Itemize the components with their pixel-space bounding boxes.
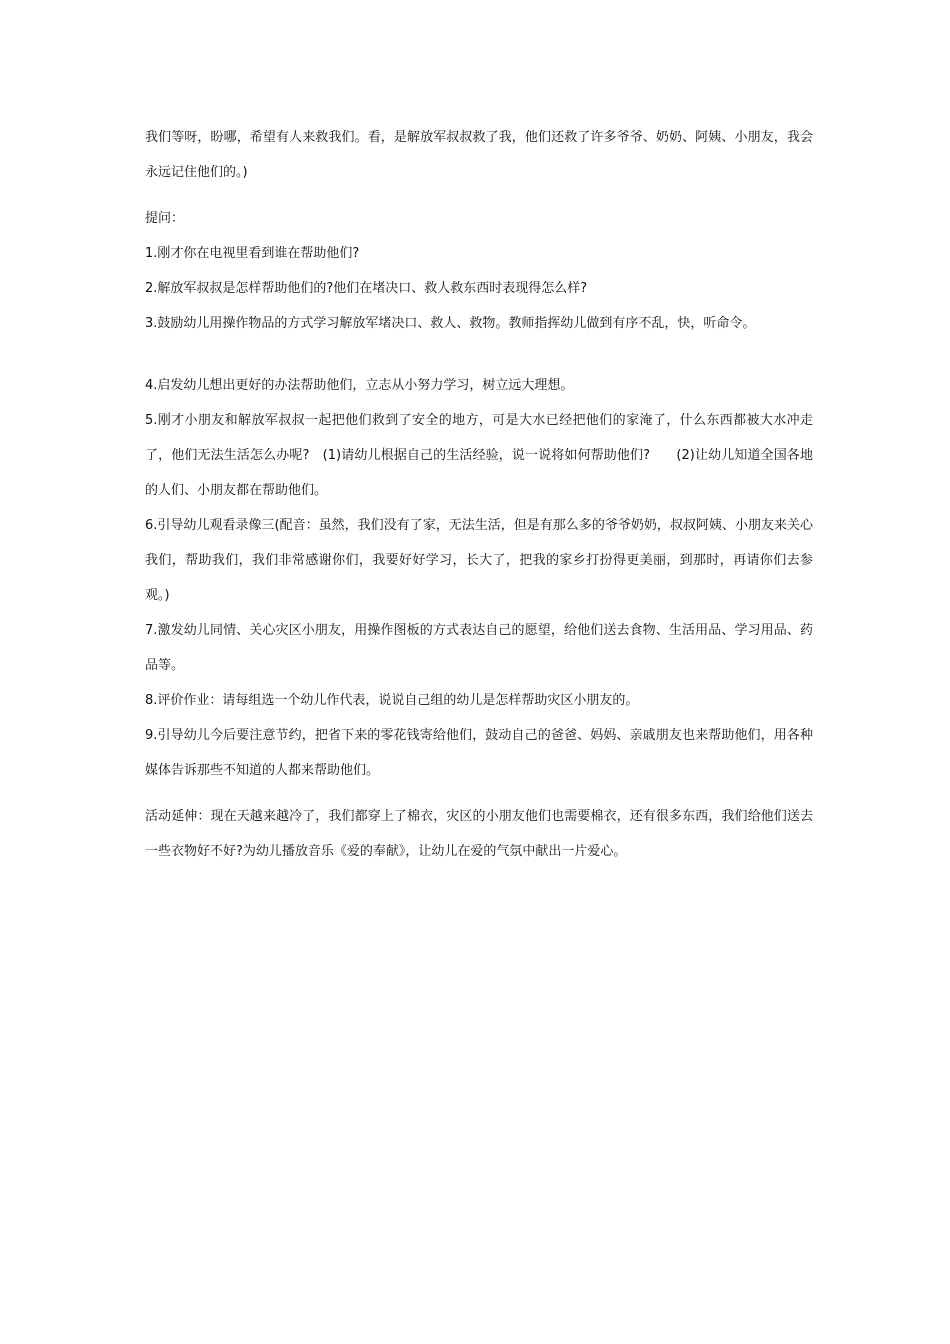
question-item-5: 5.刚才小朋友和解放军叔叔一起把他们救到了安全的地方，可是大水已经把他们的家淹了，什么东西都被大水冲走了，他们无法生活怎么办呢? (1)请幼儿根据自己的生活经验，说一说将如何帮助他们? (2)让幼儿知道全国各地的人们、小朋友都在帮助他们。 [145, 413, 813, 498]
question-item-2: 2.解放军叔叔是怎样帮助他们的?他们在堵决口、救人救东西时表现得怎么样? [145, 281, 588, 296]
question-item-8: 8.评价作业：请每组选一个幼儿作代表，说说自己组的幼儿是怎样帮助灾区小朋友的。 [145, 693, 639, 708]
question-item-9: 9.引导幼儿今后要注意节约，把省下来的零花钱寄给他们，鼓动自己的爸爸、妈妈、亲戚朋友也来帮助他们，用各种媒体告诉那些不知道的人都来帮助他们。 [145, 728, 813, 778]
document-body [145, 120, 813, 869]
spacer [145, 190, 813, 201]
spacer [145, 788, 813, 799]
question-item-4: 4.启发幼儿想出更好的办法帮助他们，立志从小努力学习，树立远大理想。 [145, 378, 574, 393]
question-item-6: 6.引导幼儿观看录像三(配音：虽然，我们没有了家，无法生活，但是有那么多的爷爷奶奶，叔叔阿姨、小朋友来关心我们，帮助我们，我们非常感谢你们，我要好好学习，长大了，把我的家乡打扮得更美丽，到那时，再请你们去参观。) [145, 518, 813, 603]
spacer [145, 341, 813, 368]
question-item-7: 7.激发幼儿同情、关心灾区小朋友，用操作图板的方式表达自己的愿望，给他们送去食物、生活用品、学习用品、药品等。 [145, 623, 813, 673]
question-heading: 提问： [145, 211, 185, 226]
question-item-3: 3.鼓励幼儿用操作物品的方式学习解放军堵决口、救人、救物。教师指挥幼儿做到有序不乱，快，听命令。 [145, 316, 756, 331]
activity-extension-paragraph: 活动延伸：现在天越来越冷了，我们都穿上了棉衣，灾区的小朋友他们也需要棉衣，还有很多东西，我们给他们送去一些衣物好不好?为幼儿播放音乐《爱的奉献》，让幼儿在爱的气氛中献出一片爱心。 [145, 809, 813, 859]
question-item-1: 1.刚才你在电视里看到谁在帮助他们? [145, 246, 360, 261]
intro-paragraph: 我们等呀，盼哪，希望有人来救我们。看，是解放军叔叔救了我，他们还救了许多爷爷、奶奶、阿姨、小朋友，我会永远记住他们的。) [145, 130, 813, 180]
